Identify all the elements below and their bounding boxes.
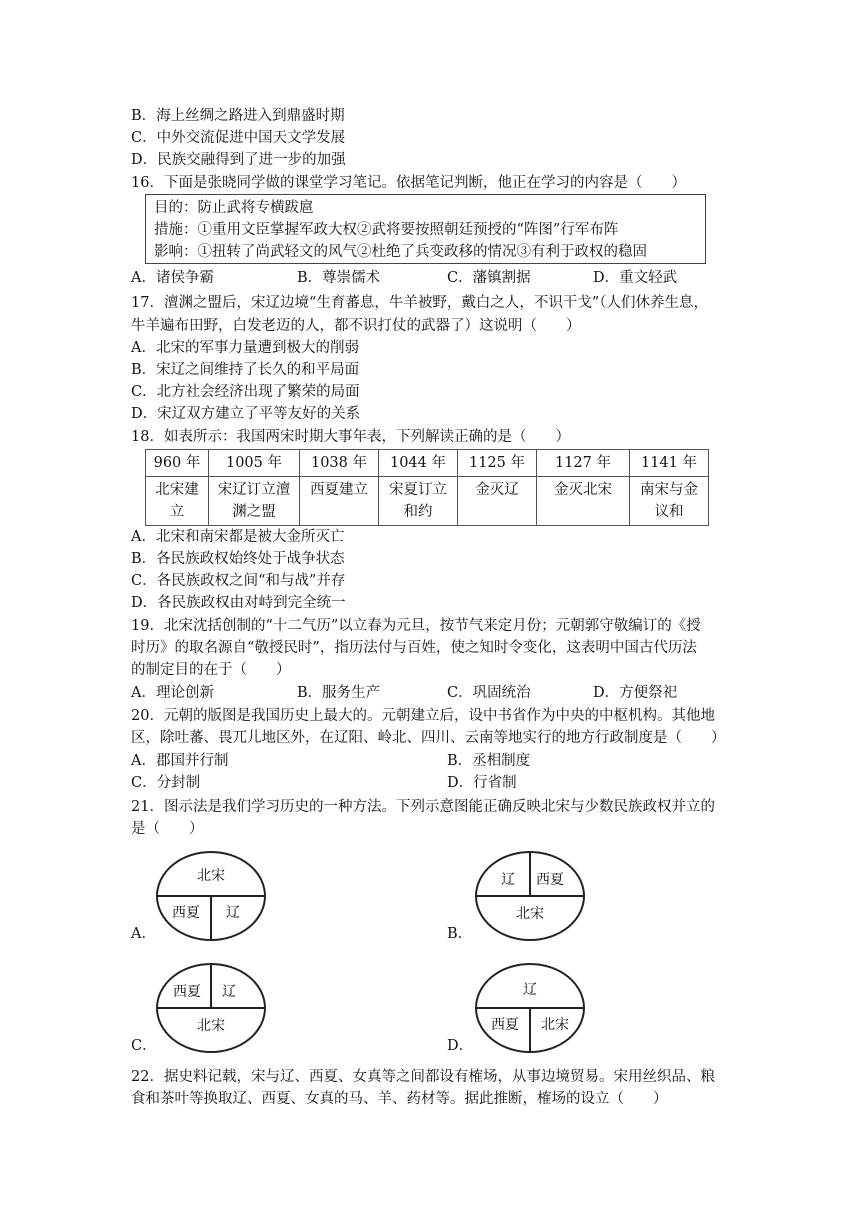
q21-diagram-a: [155, 850, 267, 942]
q18-event-cell: [458, 477, 537, 526]
q15-option-b: B．海上丝绸之路进入到鼎盛时期: [131, 108, 345, 124]
q22-stem-line1: 22．据史料记载，宋与辽、西夏、女真等之间都设有榷场，从事边境贸易。宋用丝织品、粮: [131, 1069, 715, 1085]
q20-option-b: B．丞相制度: [447, 753, 531, 769]
q21-stem-line1: 21．图示法是我们学习历史的一种方法。下列示意图能正确反映北宋与少数民族政权并立的: [131, 799, 715, 815]
diagram-b-top-left-label: 辽: [501, 872, 515, 888]
diagram-c-top-right-label: 辽: [222, 984, 236, 1000]
q16-option-a: A．诸侯争霸: [131, 270, 214, 286]
q17-option-c: C．北方社会经济出现了繁荣的局面: [131, 384, 360, 400]
q18-event-cell: [630, 477, 709, 526]
q21-option-c-label: C．: [131, 1038, 157, 1054]
q18-event-line: 立: [169, 504, 185, 520]
q16-option-b: B．尊崇儒术: [297, 270, 381, 286]
q18-event-cell: [379, 477, 458, 526]
q17-stem-line1: 17．澶渊之盟后，宋辽边境“生育蕃息，牛羊被野，戴白之人，不识干戈”（人们休养生息，: [131, 295, 709, 311]
q21-stem-line2: 是（ ）: [131, 821, 204, 837]
q18-option-c: C．各民族政权之间“和与战”并存: [131, 573, 346, 589]
q18-event-cell: [537, 477, 630, 526]
q19-stem-line1: 19．北宋沈括创制的“十二气历”以立春为元旦，按节气来定月份；元朝郭守敬编订的《授: [131, 618, 701, 634]
q17-stem-line2: 牛羊遍布田野，白发老迈的人，都不识打仗的武器了）这说明（ ）: [131, 318, 581, 334]
diagram-a-bottom-right-label: 辽: [226, 905, 240, 921]
q18-year-cell: 1005 年: [209, 450, 300, 477]
q19-option-c: C．巩固统治: [447, 685, 531, 701]
q16-note-box: [145, 194, 706, 264]
q19-option-b: B．服务生产: [297, 685, 381, 701]
q20-option-d: D．行省制: [447, 775, 517, 791]
q21-diagram-d: [474, 962, 586, 1054]
q18-option-d: D．各民族政权由对峙到完全统一: [131, 595, 346, 611]
q18-year-cell: 1141 年: [630, 450, 709, 477]
q18-option-a: A．北宋和南宋都是被大金所灭亡: [131, 529, 345, 545]
q15-option-c: C．中外交流促进中国天文学发展: [131, 130, 346, 146]
q21-option-d-label: D．: [447, 1038, 474, 1054]
q18-event-line: 议和: [654, 504, 684, 520]
q18-event-line: 宋辽订立澶: [217, 482, 291, 498]
q18-event-cell: [146, 477, 209, 526]
q18-event-line: 南宋与金: [640, 482, 698, 498]
q18-event-line: 北宋建: [155, 482, 199, 498]
q17-option-b: B．宋辽之间维持了长久的和平局面: [131, 362, 360, 378]
q15-option-d: D．民族交融得到了进一步的加强: [131, 152, 346, 168]
q16-note-purpose: 目的：防止武将专横跋扈: [154, 200, 314, 216]
diagram-d-top-label: 辽: [523, 982, 537, 998]
q16-option-d: D．重文轻武: [593, 270, 678, 286]
q19-option-d: D．方便祭祀: [593, 685, 678, 701]
diagram-c-top-left-label: 西夏: [173, 984, 201, 1000]
q18-event-line: 金灭北宋: [554, 482, 612, 498]
q22-stem-line2: 食和茶叶等换取辽、西夏、女真的马、羊、药材等。据此推断，榷场的设立（ ）: [131, 1091, 668, 1107]
q21-diagram-b: [474, 850, 586, 942]
q18-event-cell: [209, 477, 300, 526]
q20-stem-line1: 20．元朝的版图是我国历史上最大的。元朝建立后，设中书省作为中央的中枢机构。其他地: [131, 708, 715, 724]
diagram-a-top-label: 北宋: [197, 868, 225, 884]
q20-option-a: A．郡国并行制: [131, 753, 229, 769]
q19-stem-line2: 时历》的取名源自“敬授民时”，指历法付与百姓，使之知时令变化，这表明中国古代历法: [131, 640, 697, 656]
q18-years-row: [146, 450, 709, 477]
q18-year-cell: 1127 年: [537, 450, 630, 477]
q18-event-line: 渊之盟: [232, 504, 276, 520]
diagram-a-bottom-left-label: 西夏: [172, 905, 200, 921]
diagram-d-bottom-right-label: 北宋: [541, 1017, 569, 1033]
q18-year-cell: 1125 年: [458, 450, 537, 477]
q18-year-cell: 960 年: [146, 450, 209, 477]
q18-timeline-table: [145, 449, 709, 526]
q18-event-line: 西夏建立: [310, 482, 368, 498]
q16-note-measures: 措施：①重用文臣掌握军政大权②武将要按照朝廷预授的“阵图”行军布阵: [154, 222, 619, 238]
q18-year-cell: 1044 年: [379, 450, 458, 477]
q20-stem-line2: 区，除吐蕃、畏兀儿地区外，在辽阳、岭北、四川、云南等地实行的地方行政制度是（ ）: [131, 730, 726, 746]
q19-option-a: A．理论创新: [131, 685, 214, 701]
q18-event-line: 金灭辽: [475, 482, 519, 498]
q18-year-cell: 1038 年: [300, 450, 379, 477]
q18-option-b: B．各民族政权始终处于战争状态: [131, 551, 345, 567]
q21-option-a-label: A．: [131, 926, 156, 942]
q21-option-b-label: B．: [447, 926, 473, 942]
q19-stem-line3: 的制定目的在于（ ）: [131, 662, 291, 678]
q18-events-row: [146, 477, 709, 526]
q21-diagram-c: [155, 962, 267, 1054]
diagram-b-bottom-label: 北宋: [516, 906, 544, 922]
q18-event-cell: [300, 477, 379, 526]
q17-option-d: D．宋辽双方建立了平等友好的关系: [131, 406, 361, 422]
q18-stem: 18．如表所示：我国两宋时期大事年表，下列解读正确的是（ ）: [131, 429, 570, 445]
diagram-c-bottom-label: 北宋: [197, 1018, 225, 1034]
q16-stem: 16．下面是张晓同学做的课堂学习笔记。依据笔记判断，他正在学习的内容是（ ）: [131, 175, 686, 191]
q18-event-line: 宋夏订立: [389, 482, 447, 498]
diagram-d-bottom-left-label: 西夏: [491, 1017, 519, 1033]
q17-option-a: A．北宋的军事力量遭到极大的削弱: [131, 340, 359, 356]
q20-option-c: C．分封制: [131, 775, 201, 791]
q16-option-c: C．藩镇割据: [447, 270, 531, 286]
diagram-b-top-right-label: 西夏: [536, 872, 564, 888]
q18-event-line: 和约: [403, 504, 433, 520]
q16-note-effects: 影响：①扭转了尚武轻文的风气②杜绝了兵变政移的情况③有利于政权的稳固: [154, 244, 647, 260]
